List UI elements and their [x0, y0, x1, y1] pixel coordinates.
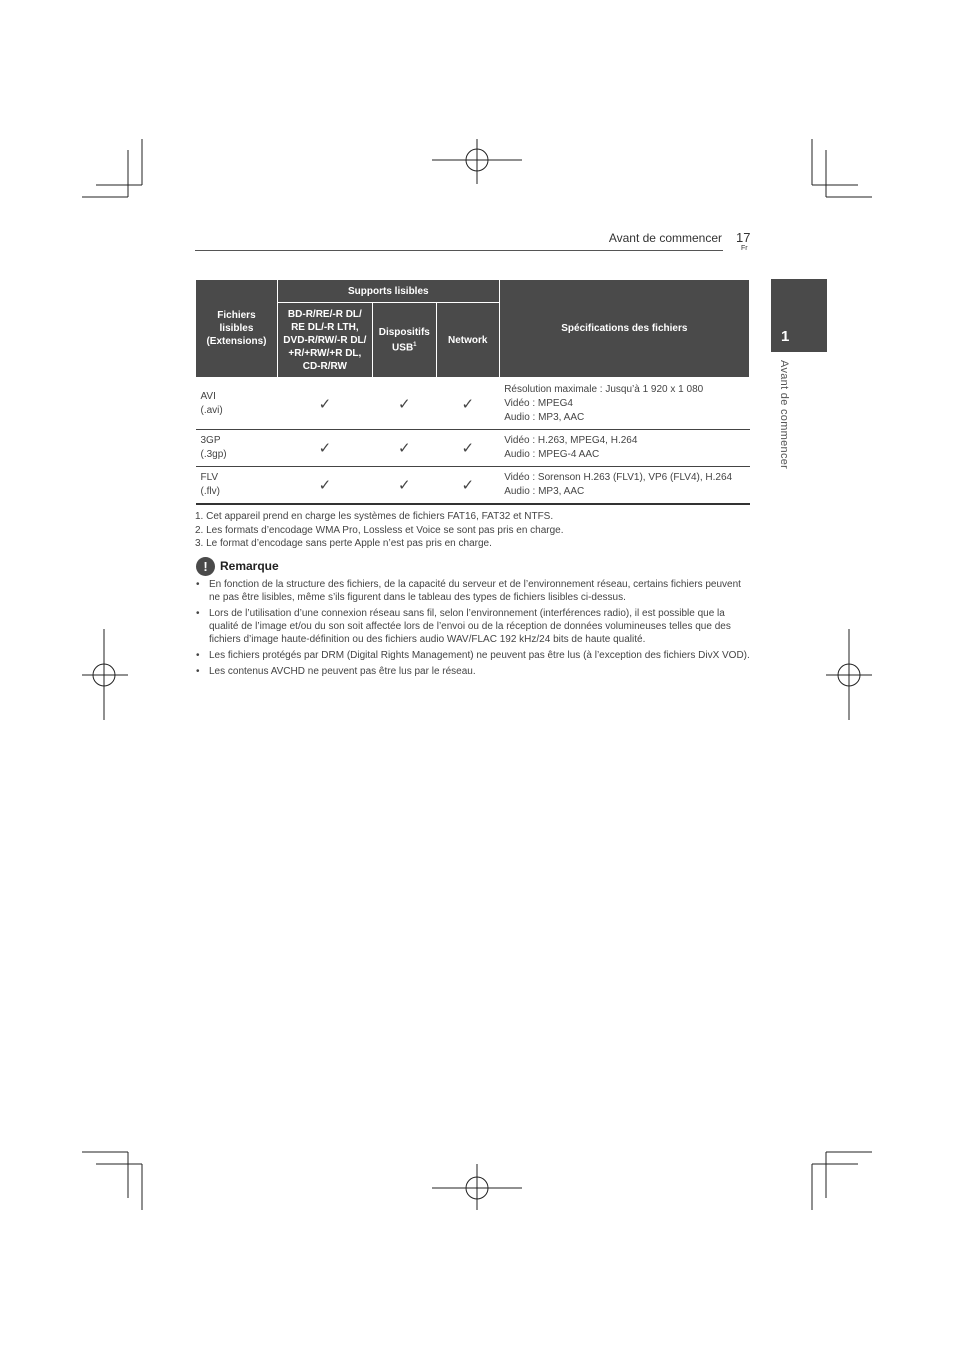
usb-check-icon: ✓: [372, 378, 436, 430]
chapter-tab: [771, 279, 827, 352]
file-type-cell: [196, 430, 278, 467]
list-item: [196, 578, 752, 604]
file-type-name: FLV: [200, 472, 219, 483]
bullet-icon: •: [196, 650, 200, 661]
table-row: [196, 378, 750, 430]
file-type-name: AVI: [200, 390, 216, 402]
file-type-cell: [196, 378, 278, 430]
file-type-ext: (.flv): [200, 486, 220, 497]
chapter-number: 1: [781, 328, 790, 345]
file-type-ext: (.3gp): [200, 449, 227, 460]
table-footnotes: [195, 510, 755, 551]
spec-line: Résolution maximale : Jusqu’à 1 920 x 1 080: [504, 383, 704, 395]
note-list: [196, 578, 752, 681]
col-header-specs: Spécifications des fichiers: [499, 280, 749, 378]
bullet-icon: •: [196, 608, 200, 619]
specs-cell: [499, 378, 749, 430]
footnote: 3. Le format d’encodage sans perte Apple n’est pas pris en charge.: [195, 538, 492, 549]
list-item: [196, 649, 752, 662]
file-type-cell: [196, 467, 278, 505]
usb-check-icon: ✓: [372, 467, 436, 505]
note-heading: [196, 556, 279, 576]
footnote: 2. Les formats d’encodage WMA Pro, Lossless et Voice se sont pas pris en charge.: [195, 524, 564, 536]
spec-line: Vidéo : H.263, MPEG4, H.264: [504, 435, 638, 446]
spec-line: Audio : MP3, AAC: [504, 411, 585, 423]
list-item: [196, 665, 752, 678]
col-header-supports: Supports lisibles: [277, 280, 499, 303]
specs-cell: [499, 467, 749, 505]
col-header-network: Network: [436, 303, 499, 378]
disc-check-icon: ✓: [277, 467, 372, 505]
disc-check-icon: ✓: [277, 378, 372, 430]
page-language: Fr: [741, 245, 748, 252]
col-header-files: Fichiers lisibles (Extensions): [196, 280, 278, 378]
network-check-icon: ✓: [436, 378, 499, 430]
list-item: [196, 607, 752, 646]
running-header-title: Avant de commencer: [608, 231, 722, 245]
specs-cell: [499, 430, 749, 467]
spec-line: Vidéo : Sorenson H.263 (FLV1), VP6 (FLV4), H.264: [504, 472, 733, 483]
col-header-discs: BD-R/RE/-R DL/ RE DL/-R LTH, DVD-R/RW/-R DL/ +R/+RW/+R DL, CD-R/RW: [277, 303, 372, 378]
usb-check-icon: ✓: [372, 430, 436, 467]
table-row: [196, 430, 750, 467]
network-check-icon: ✓: [436, 430, 499, 467]
footnote: 1. Cet appareil prend en charge les systèmes de fichiers FAT16, FAT32 et NTFS.: [195, 511, 554, 522]
file-type-ext: (.avi): [200, 404, 223, 416]
col-header-usb: [372, 303, 436, 378]
list-item-text: En fonction de la structure des fichiers, de la capacité du serveur et de l’environnement réseau, certains fichiers peuvent ne pas être lisibles, même s’ils figurent dans le tableau des types de fichiers lisibles ci-dessus.: [209, 579, 741, 603]
list-item-text: Les fichiers protégés par DRM (Digital Rights Management) ne peuvent pas être lus (à l’exception des fichiers DivX VOD).: [209, 650, 750, 661]
disc-check-icon: ✓: [277, 430, 372, 467]
col-header-usb-footnote: 1: [413, 341, 417, 348]
playable-files-table: [195, 279, 750, 505]
list-item-text: Lors de l’utilisation d’une connexion réseau sans fil, selon l’environnement (interférences radio), il est possible que la qualité de l’image et/ou du son soit affectée lors de l’envoi ou de la réception de données volumineuses telles que des fichiers d’image haute-définition ou des fichiers audio WAV/FLAC 192 kHz/24 bits de haute qualité.: [209, 608, 731, 645]
header-rule: [195, 250, 723, 251]
spec-line: Vidéo : MPEG4: [504, 397, 573, 409]
note-title: Remarque: [220, 559, 279, 573]
file-type-name: 3GP: [200, 435, 221, 446]
page-number: 17: [736, 230, 751, 245]
table-row: [196, 467, 750, 505]
bullet-icon: •: [196, 579, 200, 590]
bullet-icon: •: [196, 666, 200, 677]
chapter-side-label: Avant de commencer: [778, 360, 790, 470]
spec-line: Audio : MP3, AAC: [504, 486, 585, 497]
spec-line: Audio : MPEG-4 AAC: [504, 449, 600, 460]
list-item-text: Les contenus AVCHD ne peuvent pas être lus par le réseau.: [209, 666, 476, 677]
network-check-icon: ✓: [436, 467, 499, 505]
exclamation-icon: !: [196, 557, 215, 576]
col-header-usb-label: Dispositifs USB: [378, 326, 430, 354]
